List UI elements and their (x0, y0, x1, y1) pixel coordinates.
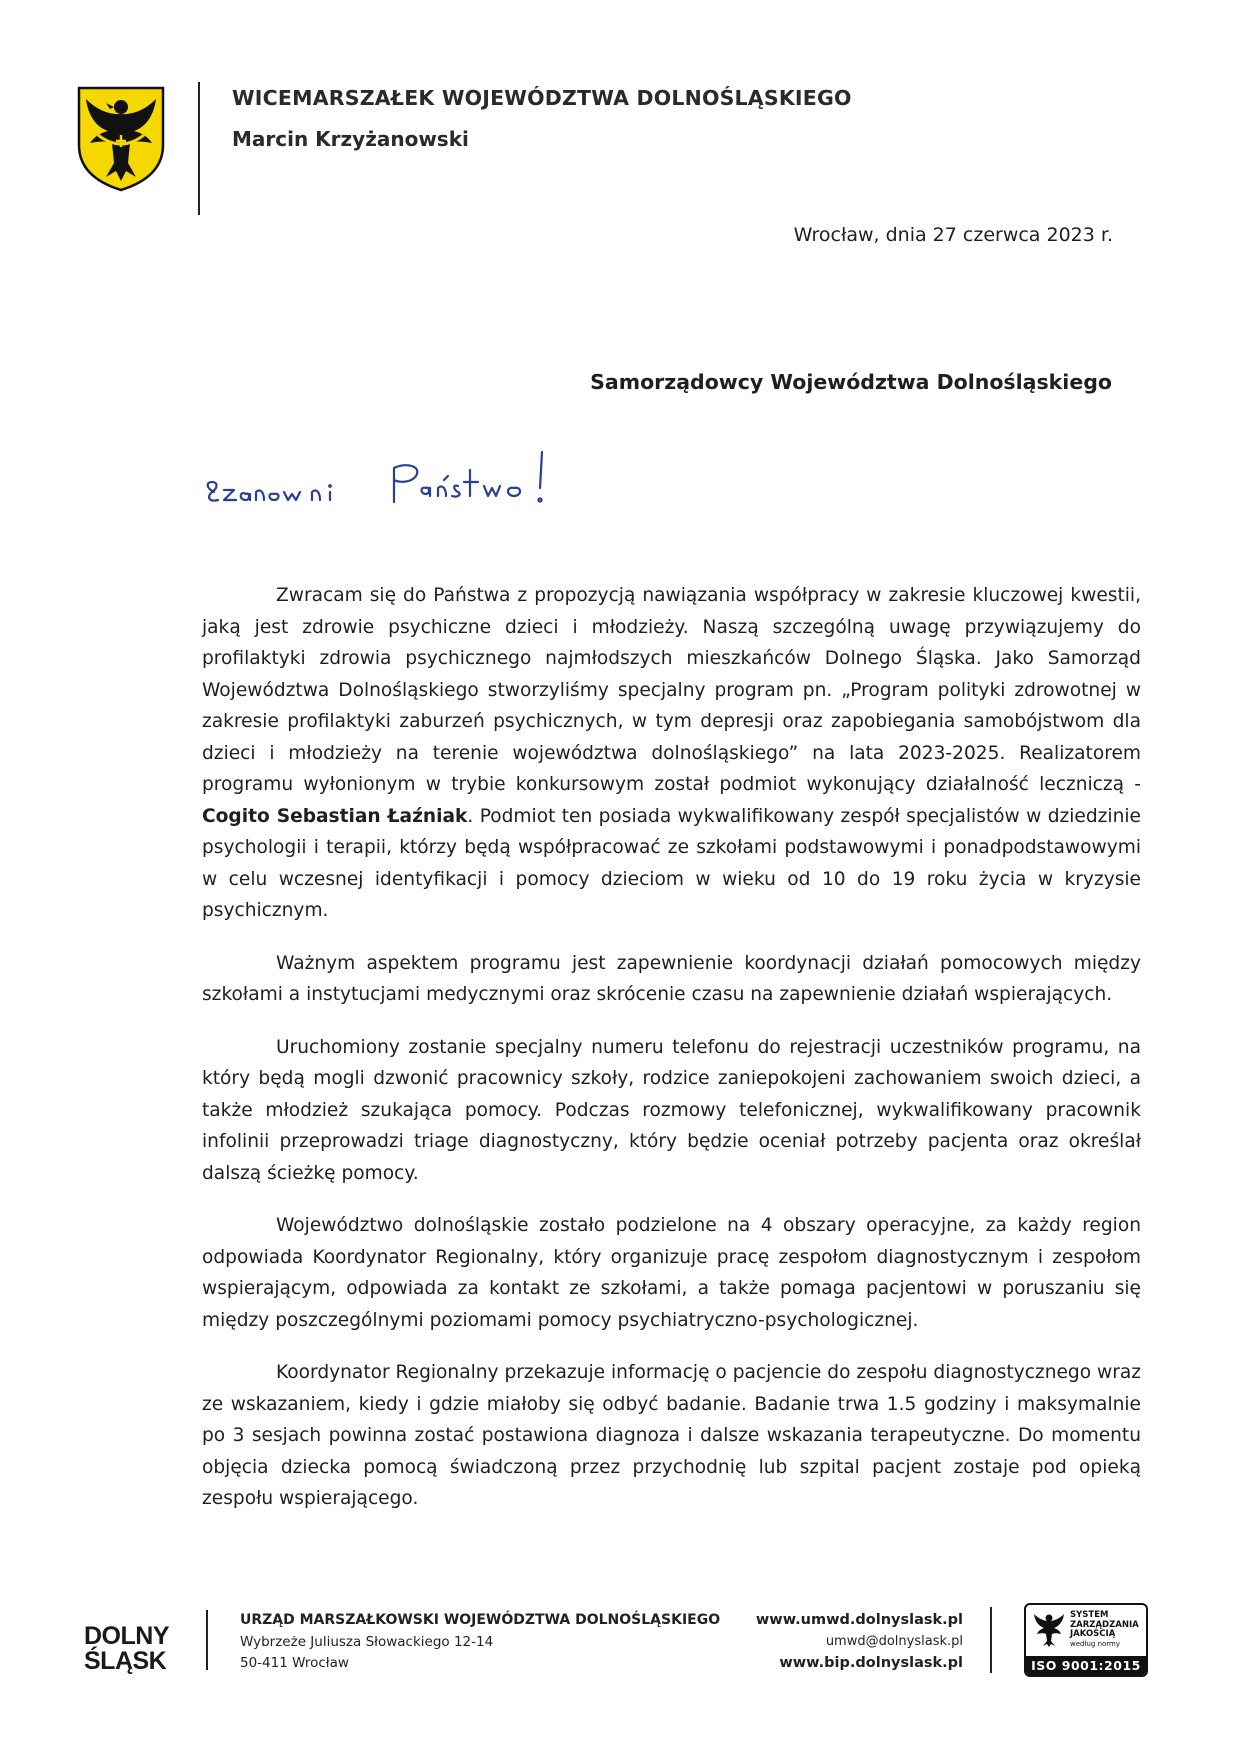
iso-label: ISO 9001:2015 (1026, 1656, 1146, 1675)
recipient: Samorządowcy Województwa Dolnośląskiego (590, 370, 1112, 394)
dolny-slask-logo: DOLNY ŚLĄSK (84, 1622, 169, 1675)
footer-address-city: 50-411 Wrocław (240, 1655, 349, 1671)
body-paragraph-4: Województwo dolnośląskie zostało podzielone na 4 obszary operacyjne, za każdy region odpowiada Koordynator Regionalny, który organizuje pracę zespołom diagnostycznym i zespołom wspierającym, odpowiada za kontakt ze szkołami, a także pomaga pacjentowi w poruszaniu się między poszczególnymi poziomami pomocy psychiatryczno-psychologicznej. (202, 1215, 1141, 1331)
lower-silesia-eagle-crest-icon (76, 85, 166, 193)
footer-bip-link[interactable]: www.bip.dolnyslask.pl (779, 1655, 963, 1671)
header-divider (198, 82, 200, 215)
body-paragraph-3: Uruchomiony zostanie specjalny numeru telefonu do rejestracji uczestników programu, na który będą mogli dzwonić pracownicy szkoły, rodzice zaniepokojeni zachowaniem swoich dzieci, a także młodzież szukająca pomocy. Podczas rozmowy telefonicznej, wykwalifikowany pracownik infolinii przeprowadzi triage diagnostyczny, który będzie oceniał potrzeby pacjenta oraz określał dalszą ścieżkę pomocy. (202, 1036, 1141, 1184)
office-title: WICEMARSZAŁEK WOJEWÓDZTWA DOLNOŚLĄSKIEGO (232, 86, 852, 110)
footer-divider (206, 1610, 208, 1670)
handwritten-salutation (196, 440, 616, 520)
footer-address-street: Wybrzeże Juliusza Słowackiego 12-14 (240, 1634, 494, 1650)
eagle-icon (1032, 1610, 1066, 1648)
letter-body (202, 580, 1141, 1536)
body-paragraph-2: Ważnym aspektem programu jest zapewnienie koordynacji działań pomocowych między szkołami a instytucjami medycznymi oraz skrócenie czasu na zapewnienie działań wspierających. (202, 952, 1141, 1005)
body-paragraph-5: Koordynator Regionalny przekazuje informację o pacjencie do zespołu diagnostycznego wraz ze wskazaniem, kiedy i gdzie miałoby się odbyć badanie. Badanie trwa 1.5 godziny i maksymalnie po 3 sesjach powinna zostać postawiona diagnoza i dalsze wskazania terapeutyczne. Do momentu objęcia dziecka pomocą świadczoną przez przychodnię lub szpital pacjent zostaje pod opieką zespołu wspierającego. (202, 1362, 1142, 1509)
letter-date: Wrocław, dnia 27 czerwca 2023 r. (793, 224, 1113, 246)
person-name: Marcin Krzyżanowski (232, 127, 469, 151)
iso-system-text: SYSTEM ZARZĄDZANIA JAKOŚCIĄ według normy (1070, 1610, 1139, 1648)
footer-divider-2 (990, 1607, 992, 1673)
footer-email-link[interactable]: umwd@dolnyslask.pl (825, 1634, 963, 1649)
footer-org-name: URZĄD MARSZAŁKOWSKI WOJEWÓDZTWA DOLNOŚLĄSKIEGO (240, 1612, 721, 1628)
provider-name: Cogito Sebastian Łaźniak (202, 805, 468, 827)
body-paragraph-1: Zwracam się do Państwa z propozycją nawiązania współpracy w zakresie kluczowej kwestii, jaką jest zdrowie psychiczne dzieci i młodzieży. Naszą szczególną uwagę przywiązujemy do profilaktyki zdrowia psychicznego najmłodszych mieszkańców Dolnego Śląska. Jako Samorząd Województwa Dolnośląskiego stworzyliśmy specjalny program pn. „Program polityki zdrowotnej w zakresie profilaktyki zaburzeń psychicznych, w tym depresji oraz zapobiegania samobójstwom dla dzieci i młodzieży na terenie województwa dolnośląskiego” na lata 2023-2025. Realizatorem programu wyłonionym w trybie konkursowym został podmiot wykonujący działalność leczniczą - Cogito Sebastian Łaźniak. Podmiot ten posiada wykwalifikowany zespół specjalistów w dziedzinie psychologii i terapii, którzy będą współpracować ze szkołami podstawowymi i ponadpodstawowymi w celu wczesnej identyfikacji i pomocy dzieciom w wieku od 10 do 19 roku życia w kryzysie psychicznym. (202, 585, 1141, 921)
footer-website-link[interactable]: www.umwd.dolnyslask.pl (755, 1612, 963, 1628)
iso-certification-badge (1024, 1603, 1148, 1677)
